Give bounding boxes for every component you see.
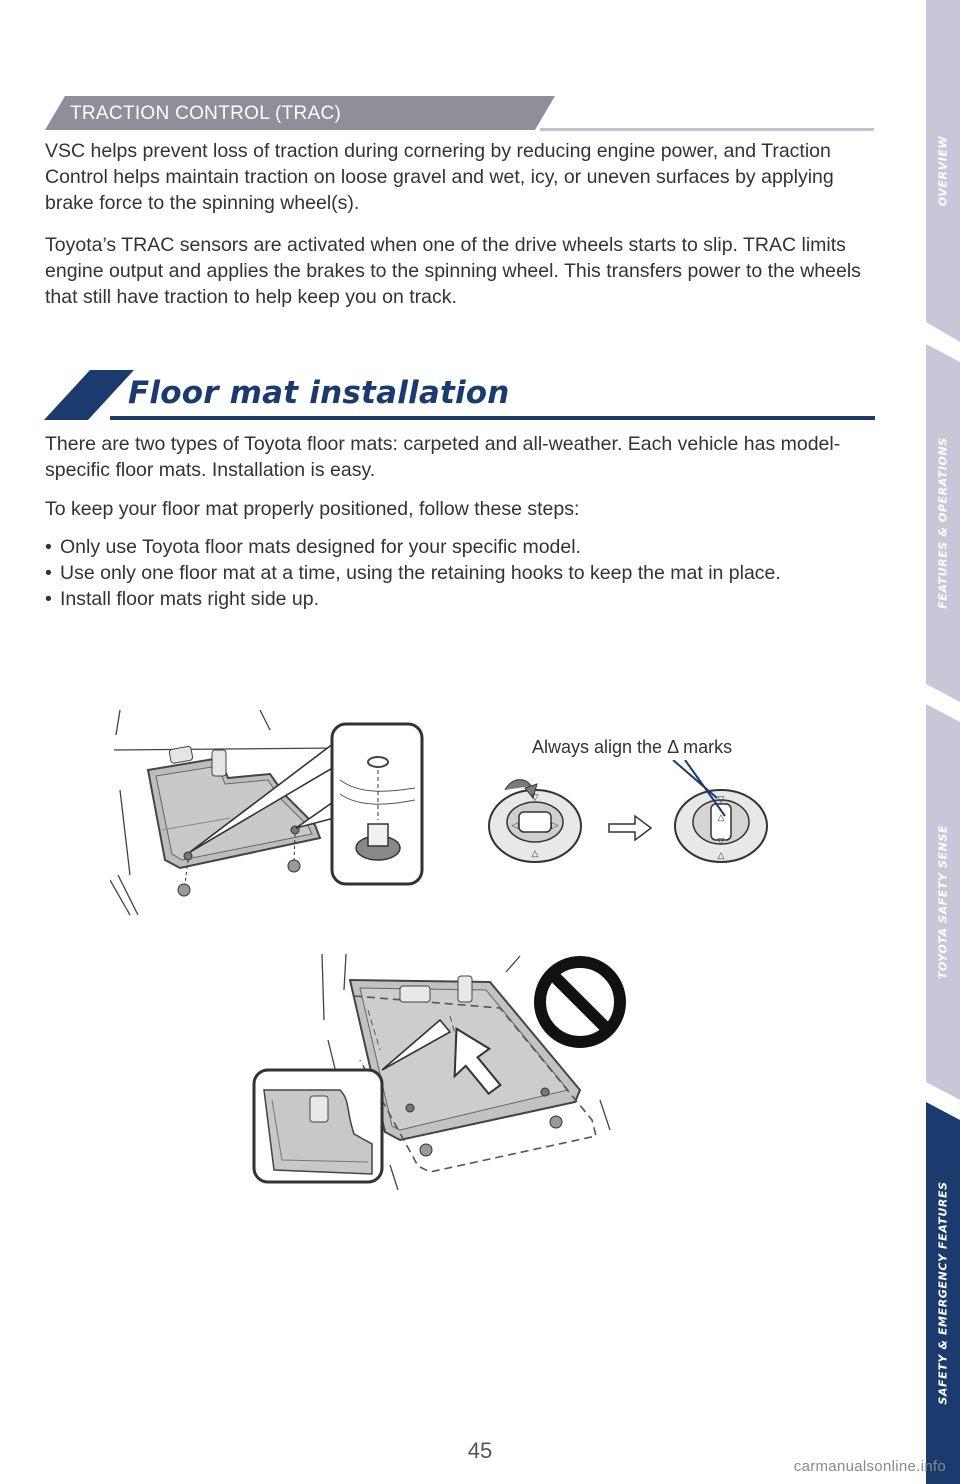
watermark: carmanualsonline.info [793, 1458, 946, 1475]
floor-mat-hooks-illustration [110, 700, 430, 920]
section-title: TRACTION CONTROL (TRAC) [70, 103, 342, 124]
nav-tab-features-operations[interactable] [926, 344, 960, 702]
nav-tab-label: SAFETY & EMERGENCY FEATURES [936, 1181, 950, 1405]
svg-text:▽: ▽ [717, 836, 725, 846]
list-item: • Install floor mats right side up. [45, 586, 875, 612]
floor-mat-title: Floor mat installation [128, 375, 510, 411]
nav-tab-safety-emergency-features[interactable] [926, 1102, 960, 1484]
trac-paragraph-2: Toyota’s TRAC sensors are activated when one of the drive wheels starts to slip. TRAC limits engine output and applies the brakes to the spinning wheel. This transfers power to the wheels that still have traction to help keep you on track. [45, 234, 861, 308]
floor-mat-paragraph-2: To keep your floor mat properly positioned, follow these steps: [45, 498, 580, 520]
floor-mat-header-tab [44, 370, 134, 420]
section-header-rule [540, 128, 874, 131]
incorrect-installation-illustration [250, 950, 650, 1200]
nav-tab-label: TOYOTA SAFETY SENSE [936, 824, 950, 980]
svg-text:△: △ [531, 848, 539, 858]
list-item: • Use only one floor mat at a time, using the retaining hooks to keep the mat in place. [45, 560, 875, 586]
trac-paragraph-1: VSC helps prevent loss of traction during cornering by reducing engine power, and Traction Control helps maintain traction on loose gravel and wet, icy, or uneven surfaces by applying brake force to the spinning wheel(s). [45, 140, 834, 214]
side-navigation [926, 0, 960, 1484]
align-marks-illustration [485, 760, 775, 870]
nav-tab-overview[interactable] [926, 0, 960, 342]
nav-tab-label: FEATURES & OPERATIONS [936, 437, 950, 609]
align-marks-caption: Always align the Δ marks [532, 737, 733, 757]
list-item: • Only use Toyota floor mats designed for your specific model. [45, 534, 875, 560]
svg-text:△: △ [717, 812, 725, 822]
floor-mat-steps [45, 534, 875, 612]
floor-mat-header-rule [110, 416, 875, 420]
nav-tab-label: OVERVIEW [936, 135, 950, 207]
svg-text:◁: ◁ [511, 820, 519, 830]
nav-tab-toyota-safety-sense[interactable] [926, 704, 960, 1100]
page-number: 45 [467, 1438, 493, 1463]
svg-text:▽: ▽ [531, 792, 539, 802]
svg-text:▽: ▽ [717, 794, 725, 804]
floor-mat-paragraph-1: There are two types of Toyota floor mats: carpeted and all-weather. Each vehicle has model-specific floor mats. Installation is easy. [45, 433, 841, 481]
svg-text:▷: ▷ [551, 820, 559, 830]
svg-text:△: △ [717, 850, 725, 860]
